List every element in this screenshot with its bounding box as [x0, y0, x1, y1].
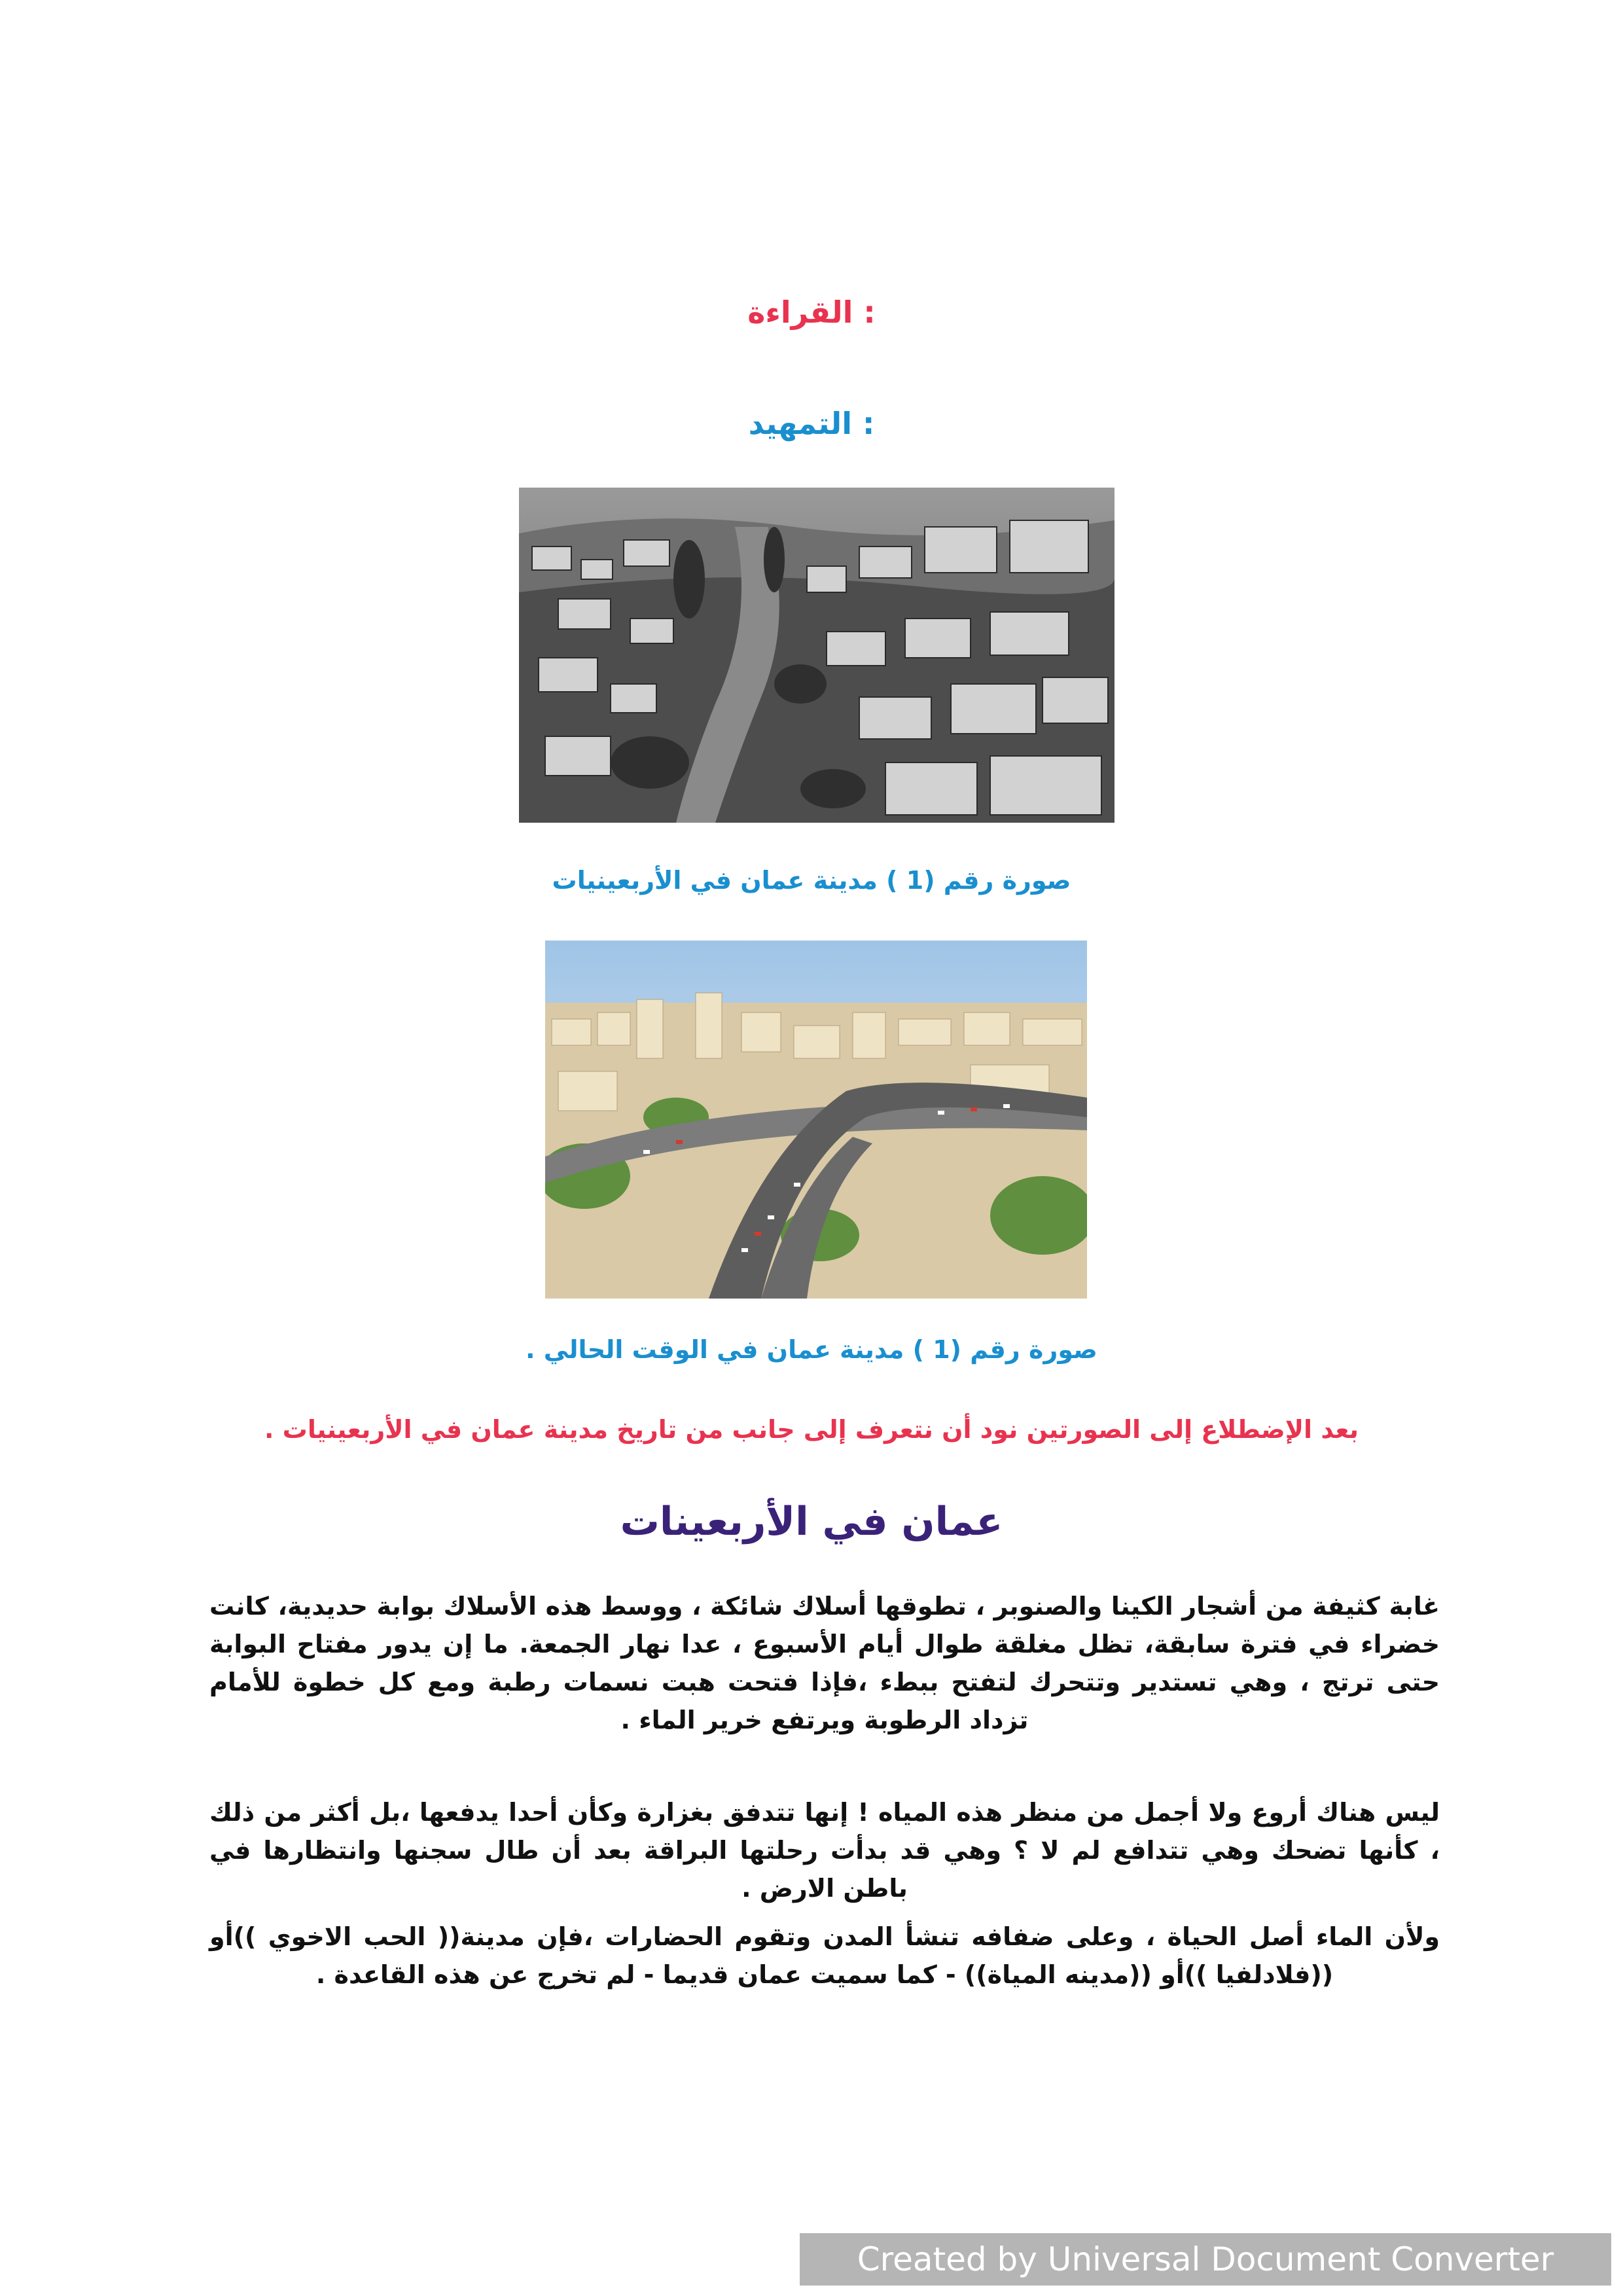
- photo-amman-1940s: [519, 488, 1115, 823]
- photo-amman-today: [545, 941, 1087, 1299]
- caption-photo-1: صورة رقم (1 ) مدينة عمان في الأربعينيات: [552, 866, 1071, 895]
- photo-amman-1940s-image: [519, 488, 1115, 823]
- heading-intro: : التمهيد: [748, 406, 875, 441]
- caption-photo-2: صورة رقم (1 ) مدينة عمان في الوقت الحالي .: [526, 1335, 1097, 1364]
- intro-sentence: بعد الإضطلاع إلى الصورتين نود أن نتعرف إلى جانب من تاريخ مدينة عمان في الأربعينيات .: [264, 1415, 1359, 1444]
- paragraph-1: غابة كثيفة من أشجار الكينا والصنوبر ، تطوقها أسلاك شائكة ، ووسط هذه الأسلاك بوابة حديدية، كانت خضراء في فترة سابقة، تظل مغلقة طوال أيام الأسبوع ، عدا نهار الجمعة. ما إن يدور مفتاح البوابة حتى ترتج ، وهي تستدير وتتحرك لتفتح ببطء ،فإذا فتحت هبت نسمات رطبة ومع كل خطوة للأمام تزداد الرطوبة ويرتفع خرير الماء .: [209, 1592, 1440, 1734]
- paragraph-2: ليس هناك أروع ولا أجمل من منظر هذه المياه ! إنها تتدفق بغزارة وكأن أحدا يدفعها ،بل أكثر من ذلك ، كأنها تضحك وهي تتدافع لم لا ؟ وهي قد بدأت رحلتها البراقة بعد أن طال سجنها وانتظارها في باطن الارض .: [209, 1798, 1440, 1903]
- photo-amman-today-image: [545, 941, 1087, 1299]
- heading-reading: : القراءة: [747, 295, 876, 330]
- paragraph-3: ولأن الماء أصل الحياة ، وعلى ضفافه تنشأ المدن وتقوم الحضارات ،فإن مدينة(( الحب الاخوي ))أو ((فلادلفيا ))أو ((مدينه المياة)) - كما سميت عمان قديما - لم تخرج عن هذه القاعدة .: [209, 1922, 1440, 1989]
- section-title: عمان في الأربعينات: [620, 1499, 1003, 1545]
- converter-watermark: Created by Universal Document Converter: [800, 2233, 1611, 2286]
